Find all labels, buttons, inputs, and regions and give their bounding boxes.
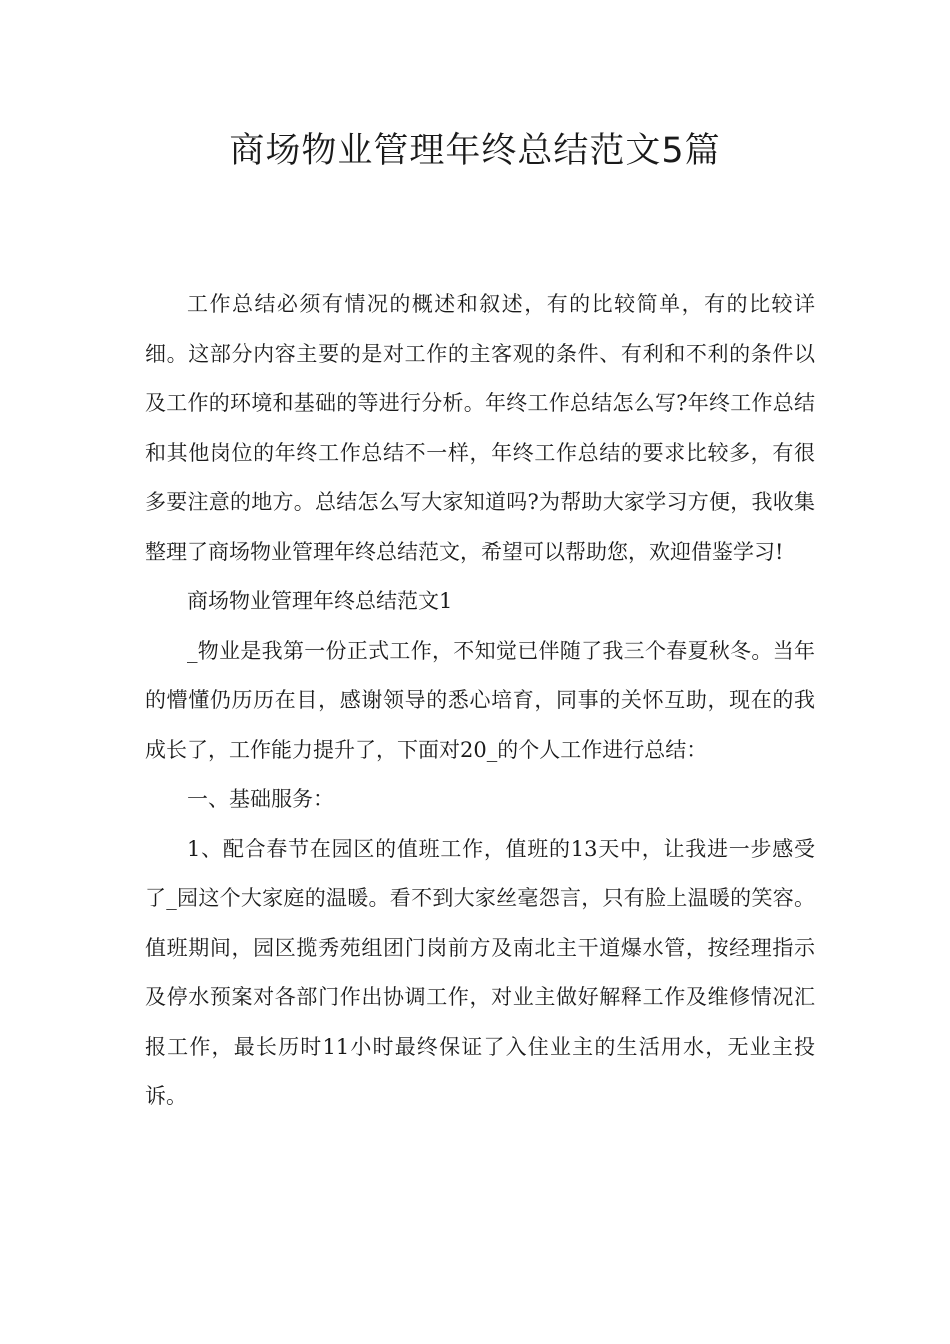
body-paragraph: 1、配合春节在园区的值班工作，值班的13天中，让我进一步感受了_园这个大家庭的温暖。看不到大家丝毫怨言，只有脸上温暖的笑容。值班期间，园区揽秀苑组团门岗前方及南北主干道爆水管，按经理指示及停水预案对各部门作出协调工作，对业主做好解释工作及维修情况汇报工作，最长历时11小时最终保证了入住业主的生活用水，无业主投诉。 [145, 836, 815, 1108]
body-paragraph: _物业是我第一份正式工作，不知觉已伴随了我三个春夏秋冬。当年的懵懂仍历历在目，感谢领导的悉心培育，同事的关怀互助，现在的我成长了，工作能力提升了，下面对20_的个人工作进行总结： [145, 638, 815, 762]
document-title: 商场物业管理年终总结范文5篇 [229, 131, 721, 171]
section-heading: 商场物业管理年终总结范文1 [187, 589, 453, 613]
subsection-heading: 一、基础服务： [187, 787, 334, 811]
document-body [145, 280, 815, 1122]
intro-paragraph: 工作总结必须有情况的概述和叙述，有的比较简单，有的比较详细。这部分内容主要的是对工作的主客观的条件、有利和不利的条件以及工作的环境和基础的等进行分析。年终工作总结怎么写?年终工作总结和其他岗位的年终工作总结不一样，年终工作总结的要求比较多，有很多要注意的地方。总结怎么写大家知道吗?为帮助大家学习方便，我收集整理了商场物业管理年终总结范文，希望可以帮助您，欢迎借鉴学习! [145, 292, 815, 564]
